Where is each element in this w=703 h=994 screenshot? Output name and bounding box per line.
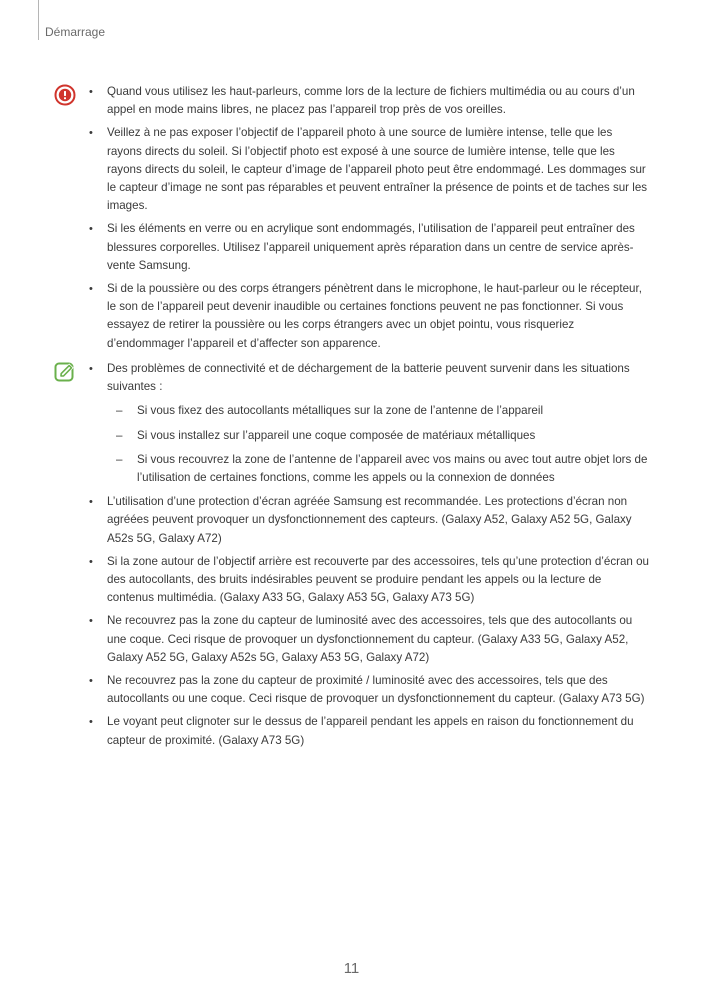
list-item: • Si les éléments en verre ou en acrylique sont endommagés, l’utilisation de l’appareil peut entraîner des blessures corporelles. Utilisez l’appareil uniquement après réparation dans un centre de service après-vente Samsung.	[88, 220, 650, 275]
list-item: • Ne recouvrez pas la zone du capteur de luminosité avec des accessoires, tels que des autocollants ou une coque. Ceci risque de provoquer un dysfonctionnement du capteur. (Galaxy A33 5G, Galaxy A52, Galaxy A52 5G, Galaxy A52s 5G, Galaxy A53 5G, Galaxy A72)	[88, 612, 650, 667]
list-item: • Si de la poussière ou des corps étrangers pénètrent dans le microphone, le haut-parleur ou le récepteur, le son de l’appareil peut devenir inaudible ou certaines fonctions peuvent ne pas fonctionner. Si vous essayez de retirer la poussière ou les corps étrangers avec un objet pointu, vous risqueriez d’endommager l’appareil et d’affecter son apparence.	[88, 280, 650, 353]
sub-list-item: – Si vous installez sur l’appareil une coque composée de matériaux métalliques	[107, 427, 650, 445]
list-item: • Ne recouvrez pas la zone du capteur de proximité / luminosité avec des accessoires, tels que des autocollants ou une coque. Ceci risque de provoquer un dysfonctionnement du capteur. (Galaxy A73 5G)	[88, 672, 650, 708]
list-item-text: Des problèmes de connectivité et de déchargement de la batterie peuvent survenir dans les situations suivantes :	[107, 362, 630, 394]
header-divider	[38, 0, 39, 40]
list-item: • Veillez à ne pas exposer l’objectif de l’appareil photo à une source de lumière intense, telle que les rayons directs du soleil. Si l’objectif photo est exposé à une source de lumière intense, telle que les rayons directs du soleil, le capteur d’image de l’appareil photo peut être endommagé. Les dommages sur le capteur d’image ne sont pas réparables et peuvent entraîner la présence de points et de taches sur les images.	[88, 124, 650, 215]
caution-list	[88, 83, 650, 358]
page-number: 11	[343, 960, 360, 977]
list-item: • Quand vous utilisez les haut-parleurs, comme lors de la lecture de fichiers multimédia ou au cours d’un appel en mode mains libres, ne placez pas l’appareil trop près de vos oreilles.	[88, 83, 650, 119]
sub-list	[107, 402, 650, 487]
list-item: • Le voyant peut clignoter sur le dessus de l’appareil pendant les appels en raison du fonctionnement du capteur de proximité. (Galaxy A73 5G)	[88, 713, 650, 749]
section-header: Démarrage	[45, 25, 106, 39]
note-list	[88, 360, 650, 755]
note-icon	[54, 361, 76, 383]
sub-list-item: – Si vous recouvrez la zone de l’antenne de l’appareil avec vos mains ou avec tout autre objet lors de l’utilisation de certaines fonctions, comme les appels ou la connexion de données	[107, 451, 650, 487]
sub-list-item: – Si vous fixez des autocollants métalliques sur la zone de l’antenne de l’appareil	[107, 402, 650, 420]
list-item: • L’utilisation d’une protection d’écran agréée Samsung est recommandée. Les protections d’écran non agréées peuvent provoquer un dysfonctionnement des capteurs. (Galaxy A52, Galaxy A52 5G, Galaxy A52s 5G, Galaxy A72)	[88, 493, 650, 548]
list-item	[88, 360, 650, 487]
caution-icon	[54, 84, 76, 106]
list-item: • Si la zone autour de l’objectif arrière est recouverte par des accessoires, tels qu’une protection d’écran ou des autocollants, des bruits indésirables peuvent se produire pendant les appels ou la lecture de contenus multimédia. (Galaxy A33 5G, Galaxy A53 5G, Galaxy A73 5G)	[88, 553, 650, 608]
